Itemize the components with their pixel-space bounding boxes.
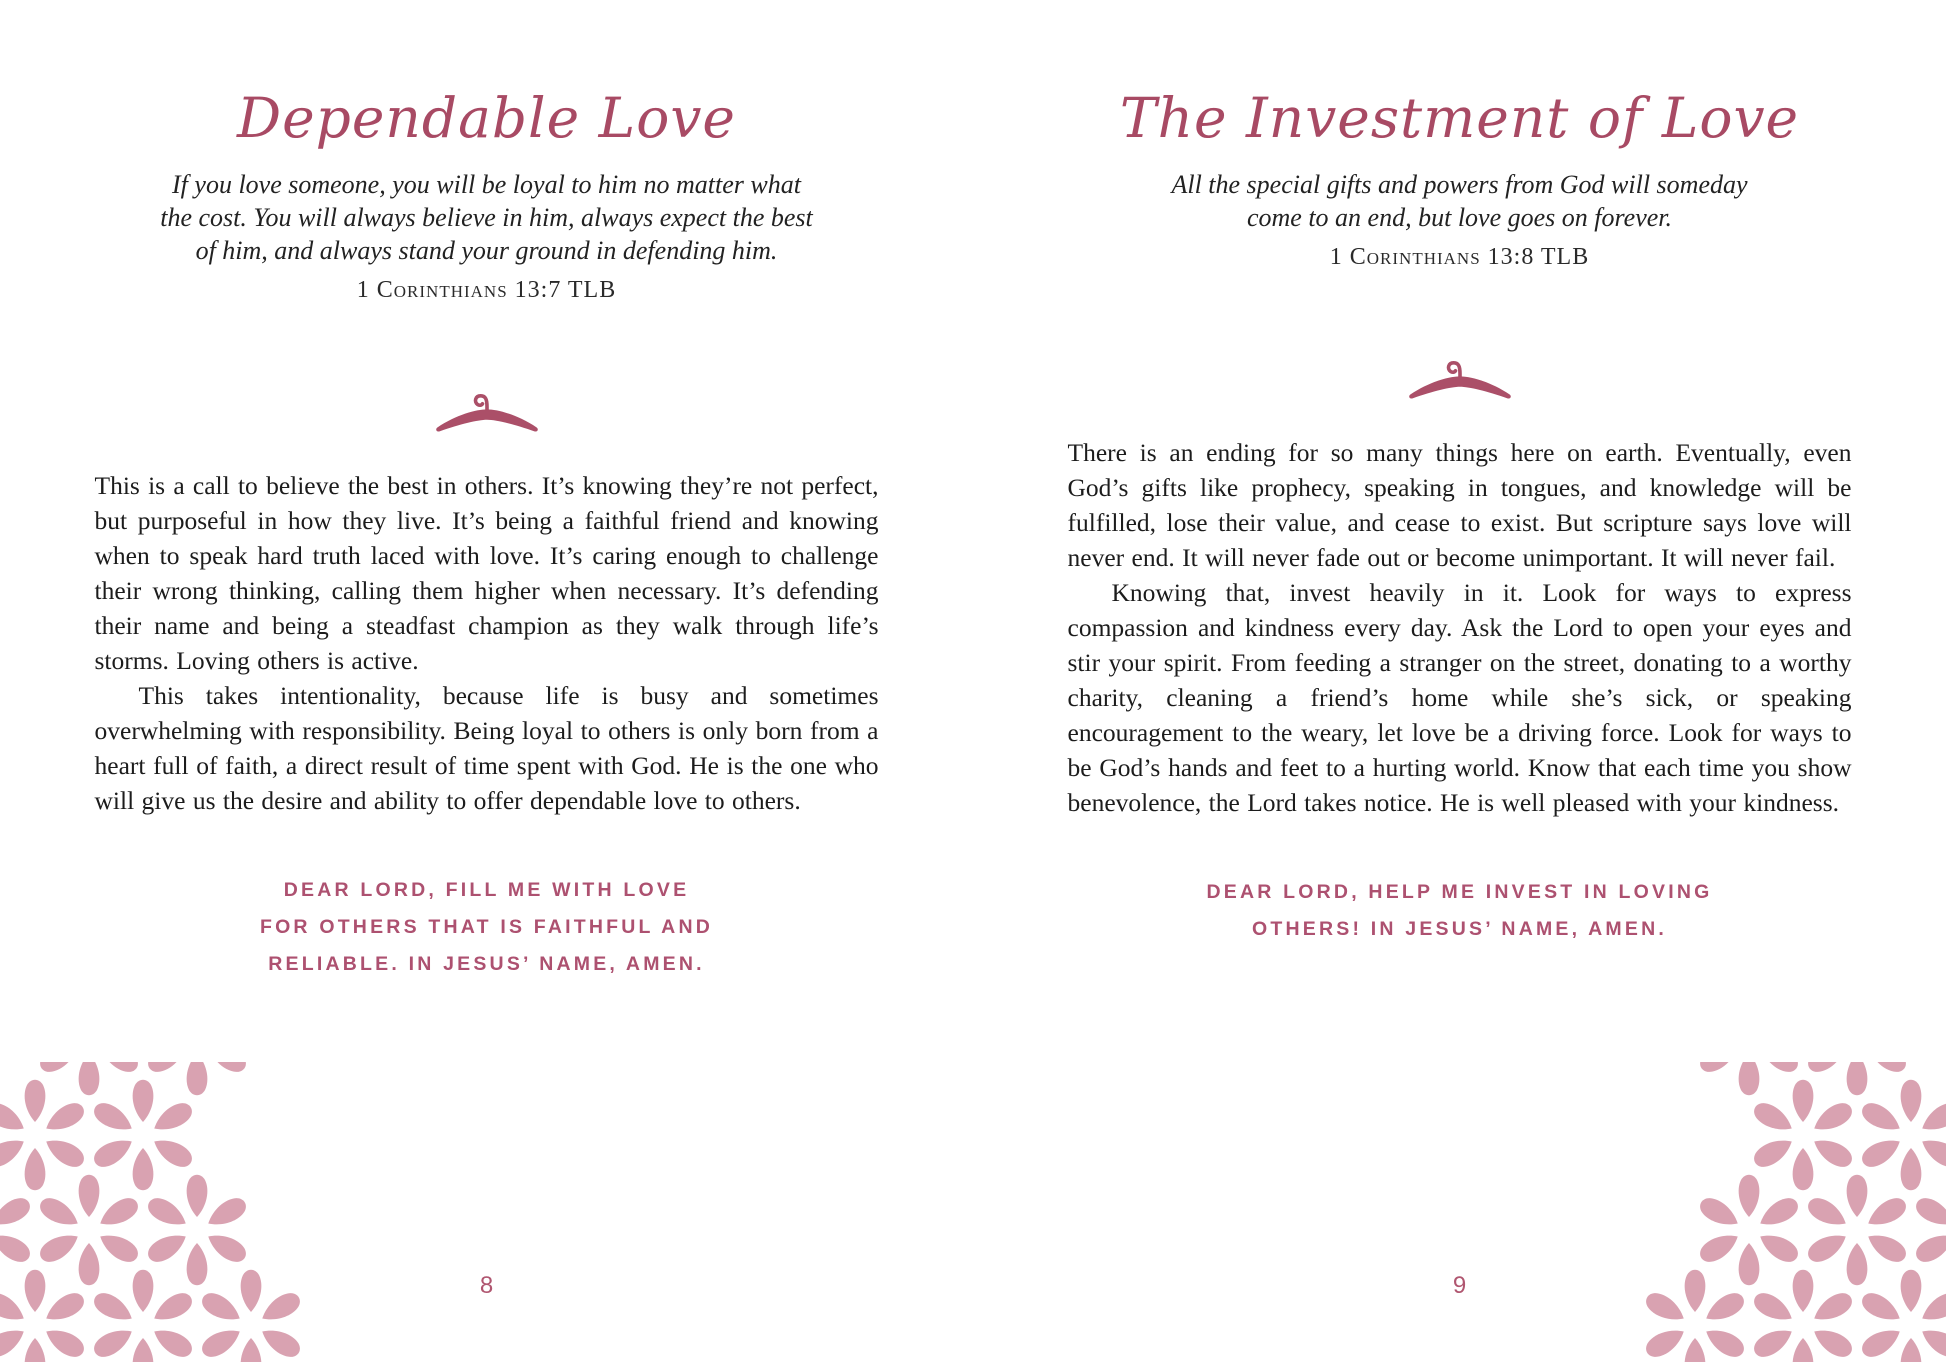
prayer-line: FOR OTHERS THAT IS FAITHFUL AND xyxy=(259,916,714,938)
body-paragraph: Knowing that, invest heavily in it. Look for ways to express compassion and kindness every day. Ask the Lord to open your eyes and stir your spirit. From feeding a stranger on the street, donating to a worthy charity, cleaning a friend’s home while she’s sick, or speaking encouragement to the weary, let love be a driving force. Look for ways to be God’s hands and feet to a hurting world. Know that each time you show benevolence, the Lord takes notice. He is well pleased with your kindness. xyxy=(1067,578,1852,817)
verse-line: of him, and always stand your ground in defending him. xyxy=(195,236,778,265)
prayer xyxy=(1068,874,1852,948)
body-paragraph: This is a call to believe the best in others. It’s knowing they’re not perfect, but purposeful in how they live. It’s being a faithful friend and knowing when to speak hard truth laced with love. It’s caring enough to challenge their wrong thinking, calling them higher when necessary. It’s defending their name and being a steadfast champion as they walk through life’s storms. Loving others is active. xyxy=(94,471,879,675)
page-number: 9 xyxy=(1452,1272,1467,1299)
verse-line: the cost. You will always believe in him, always expect the best xyxy=(160,203,813,232)
scripture-quote xyxy=(1068,168,1852,234)
scripture-reference: 1 Corinthians 13:7 TLB xyxy=(356,277,617,303)
body-paragraph: This takes intentionality, because life is busy and sometimes overwhelming with responsibility. Being loyal to others is only born from a heart full of faith, a direct result of time spent with God. He is the one who will give us the desire and ability to offer dependable love to others. xyxy=(94,681,879,815)
page-title: The Investment of Love xyxy=(1119,86,1800,150)
prayer-line: DEAR LORD, HELP ME INVEST IN LOVING xyxy=(1206,881,1713,903)
prayer-line: RELIABLE. IN JESUS’ NAME, AMEN. xyxy=(268,953,705,975)
prayer-line: DEAR LORD, FILL ME WITH LOVE xyxy=(283,879,690,901)
page-title: Dependable Love xyxy=(237,86,736,150)
prayer xyxy=(95,872,879,983)
scripture-reference: 1 Corinthians 13:8 TLB xyxy=(1329,244,1590,270)
page-left-content xyxy=(95,84,879,983)
scripture-quote xyxy=(95,168,879,267)
page-right-content xyxy=(1068,84,1852,948)
flower-pattern-icon xyxy=(0,1062,300,1362)
hanger-icon xyxy=(1405,352,1515,408)
verse-line: come to an end, but love goes on forever. xyxy=(1246,203,1673,232)
prayer-line: OTHERS! IN JESUS’ NAME, AMEN. xyxy=(1252,918,1667,940)
flower-pattern-icon xyxy=(1646,1062,1946,1362)
verse-line: All the special gifts and powers from God will someday xyxy=(1171,170,1748,199)
body-paragraph: There is an ending for so many things here on earth. Eventually, even God’s gifts like prophecy, speaking in tongues, and knowledge will be fulfilled, lose their value, and cease to exist. But scripture says love will never end. It will never fade out or become unimportant. It will never fail. xyxy=(1067,438,1852,572)
hanger-icon xyxy=(432,385,542,441)
page-number: 8 xyxy=(479,1272,494,1299)
page-right xyxy=(973,0,1946,1362)
verse-line: If you love someone, you will be loyal to him no matter what xyxy=(172,170,801,199)
